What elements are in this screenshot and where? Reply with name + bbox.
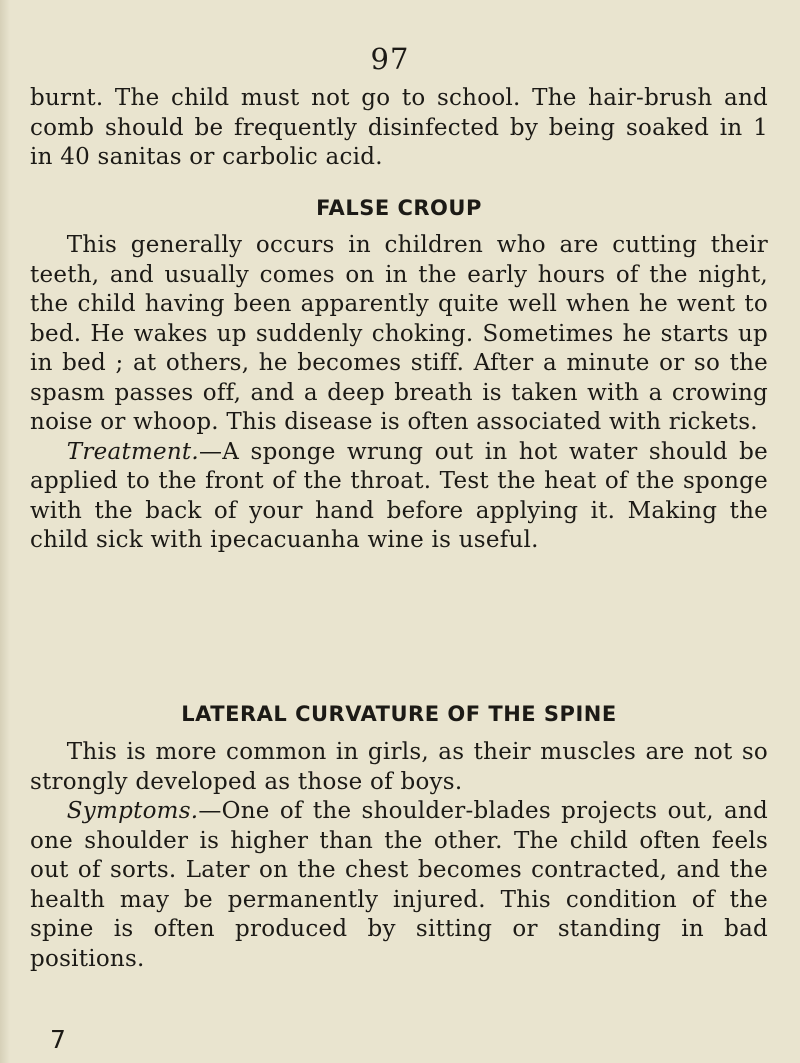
- section-heading-lateral-curvature: LATERAL CURVATURE OF THE SPINE: [181, 702, 617, 726]
- paragraph-text: This generally occurs in children who are cutting their teeth, and usually comes on in the early hours of the night, the child having been apparently quite well when he went to bed. He wakes up suddenly choking. Sometimes he starts up in bed ; at others, he becomes stiff. After a minute or so the spasm passes off, and a deep breath is taken with a crowing noise or whoop. This disease is often associated with rickets.: [30, 232, 768, 435]
- lateral-curvature-body: [30, 738, 768, 974]
- lateral-curvature-paragraph-1: [30, 738, 768, 797]
- opening-paragraph: burnt. The child must not go to school. The hair-brush and comb should be frequently disinfected by being soaked in 1 in 40 sanitas or carbolic acid.: [30, 85, 768, 170]
- treatment-text: —A sponge wrung out in hot water should be applied to the front of the throat. Test the heat of the sponge with the back of your hand before applying it. Making the child sick with ipecacuanha wine is useful.: [30, 438, 768, 553]
- false-croup-paragraph-1: [30, 231, 768, 438]
- paragraph-text: This is more common in girls, as their muscles are not so strongly developed as those of boys.: [30, 739, 768, 795]
- page-number: 97: [370, 42, 410, 76]
- section-false-croup: [30, 196, 768, 220]
- section-heading-false-croup: FALSE CROUP: [316, 196, 482, 220]
- false-croup-paragraph-treatment: [30, 438, 768, 556]
- symptoms-text: —One of the shoulder-blades projects out, and one shoulder is higher than the other. The child often feels out of sorts. Later on the chest becomes contracted, and the health may be permanently injured. This condition of the spine is often produced by sitting or standing in bad positions.: [30, 798, 768, 972]
- false-croup-body: [30, 231, 768, 556]
- opening-block: [30, 84, 768, 173]
- page-gutter-shadow: [0, 0, 10, 1063]
- lateral-curvature-paragraph-symptoms: [30, 797, 768, 974]
- symptoms-label: Symptoms.: [66, 798, 199, 824]
- treatment-label: Treatment.: [66, 438, 199, 465]
- section-lateral-curvature: [30, 702, 768, 726]
- signature-mark: 7: [50, 1025, 66, 1054]
